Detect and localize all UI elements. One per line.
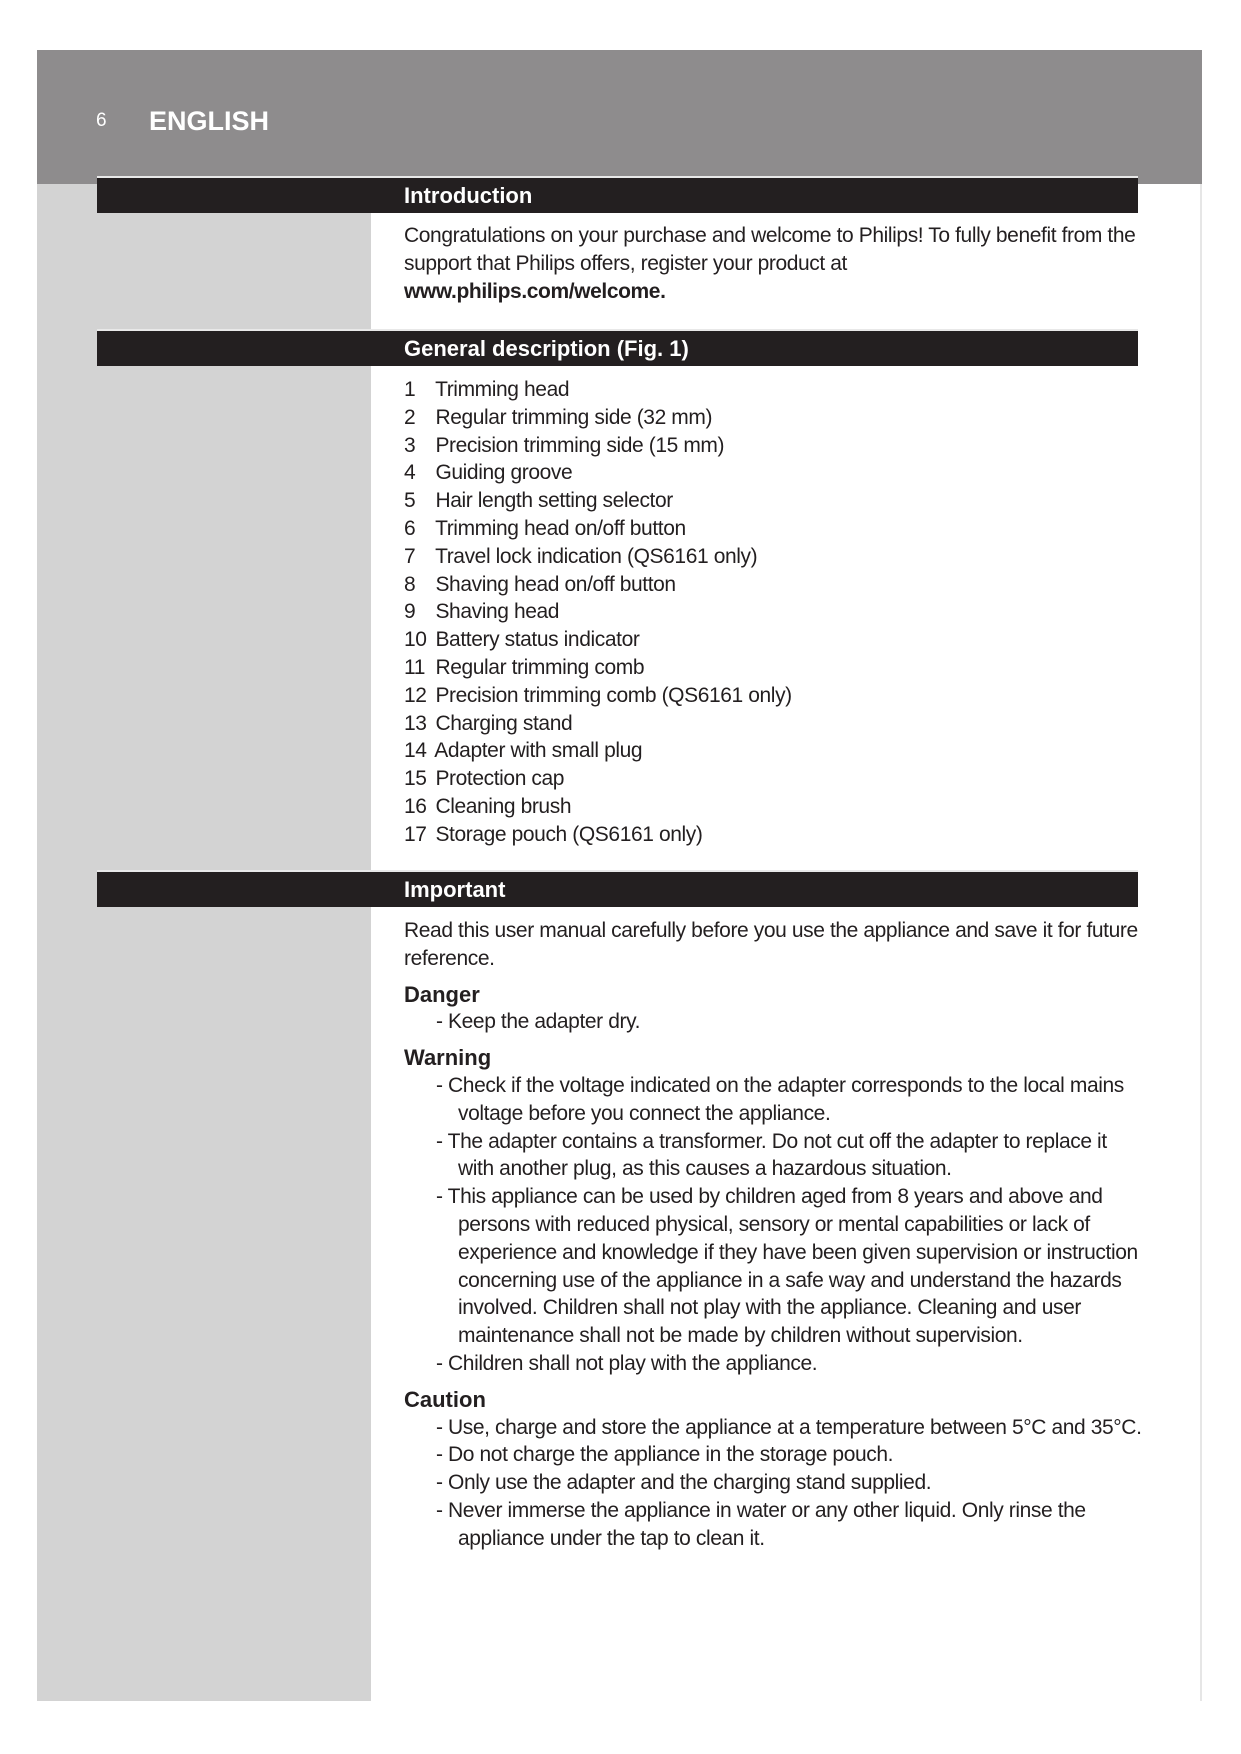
list-item [404,515,1164,543]
item-label: Battery status indicator [435,628,640,652]
item-label: Guiding groove [435,461,573,485]
item-number: 17 [404,822,427,846]
item-label: Shaving head [435,600,560,624]
item-label: Trimming head on/off button [435,516,686,540]
item-label: Trimming head [435,378,570,401]
item-label: Travel lock indication (QS6161 only) [435,544,758,568]
bullet-item: - Only use the adapter and the charging stand supplied. [436,1471,932,1495]
bullet-item: - This appliance can be used by children aged from 8 years and above and persons with reduced physical, sensory or mental capabilities or lack of experience and knowledge if they have been given supervision or instruction concerning use of the appliance in a safe way and understand the hazards involved. Children shall not play with the appliance. Cleaning and user maintenance shall not be made by children without supervision. [436,1185,1138,1348]
item-number: 6 [404,516,416,540]
list-item [404,654,1164,682]
right-border [1200,184,1202,1701]
list-item [404,404,1164,432]
item-label: Regular trimming comb [435,655,645,679]
item-number: 7 [404,544,416,568]
item-number: 15 [404,767,427,791]
item-number: 14 [404,739,427,763]
warning-list [404,1072,1144,1378]
list-item [404,682,1164,710]
item-number: 4 [404,461,416,485]
danger-heading: Danger [404,981,480,1007]
section-title: Important [404,877,506,902]
list-item [404,487,1164,515]
item-label: Hair length setting selector [435,489,673,513]
item-number: 8 [404,572,416,596]
list-item [404,710,1164,738]
bullet-item: - Do not charge the appliance in the storage pouch. [436,1443,894,1467]
list-item [404,737,1164,765]
warning-heading: Warning [404,1045,492,1071]
section-bar-important [97,870,1138,907]
list-item [404,459,1164,487]
item-number: 11 [404,655,425,679]
language-heading: ENGLISH [149,106,270,136]
item-number: 12 [404,683,427,707]
item-number: 16 [404,794,427,818]
item-number: 1 [404,378,416,401]
item-number: 5 [404,489,416,513]
item-number: 9 [404,600,416,624]
item-label: Regular trimming side (32 mm) [435,405,713,429]
list-item [404,765,1164,793]
item-label: Cleaning brush [435,794,572,818]
intro-paragraph: Congratulations on your purchase and welcome to Philips! To fully benefit from the support that Philips offers, register your product at [404,224,1136,275]
item-number: 10 [404,628,427,652]
section-title: General description (Fig. 1) [404,336,689,361]
item-label: Precision trimming side (15 mm) [435,433,725,457]
item-number: 13 [404,711,427,735]
page-number: 6 [96,110,107,131]
item-label: Protection cap [435,767,565,791]
list-item [404,821,1164,849]
bullet-item: - Never immerse the appliance in water or any other liquid. Only rinse the appliance under the tap to clean it. [436,1498,1086,1550]
list-item [404,793,1164,821]
list-item [404,598,1164,626]
important-content [404,917,1144,1553]
list-item [404,376,1164,404]
item-number: 2 [404,405,416,429]
bullet-item: - The adapter contains a transformer. Do not cut off the adapter to replace it with another plug, as this causes a hazardous situation. [436,1129,1107,1181]
section-bar-introduction [97,176,1138,213]
list-item [404,432,1164,460]
bullet-item: - Keep the adapter dry. [436,1010,641,1034]
list-item [404,543,1164,571]
parts-list [404,376,1164,849]
item-label: Adapter with small plug [434,739,643,763]
danger-list [404,1008,1144,1036]
list-item [404,626,1164,654]
item-label: Shaving head on/off button [435,572,676,596]
section-bar-general-description [97,329,1138,366]
item-label: Storage pouch (QS6161 only) [435,822,703,846]
bullet-item: - Children shall not play with the appliance. [436,1351,818,1375]
bullet-item: - Use, charge and store the appliance at a temperature between 5°C and 35°C. [436,1415,1142,1439]
item-label: Precision trimming comb (QS6161 only) [435,683,792,707]
list-item [404,571,1164,599]
intro-text [404,222,1164,305]
section-title: Introduction [404,183,533,208]
important-intro: Read this user manual carefully before you use the appliance and save it for future reference. [404,919,1138,970]
caution-list [404,1414,1144,1553]
item-number: 3 [404,433,416,457]
bullet-item: - Check if the voltage indicated on the adapter corresponds to the local mains voltage before you connect the appliance. [436,1073,1124,1125]
welcome-link[interactable]: www.philips.com/welcome. [404,279,666,303]
item-label: Charging stand [435,711,573,735]
left-margin-column [37,184,371,1701]
caution-heading: Caution [404,1386,486,1412]
